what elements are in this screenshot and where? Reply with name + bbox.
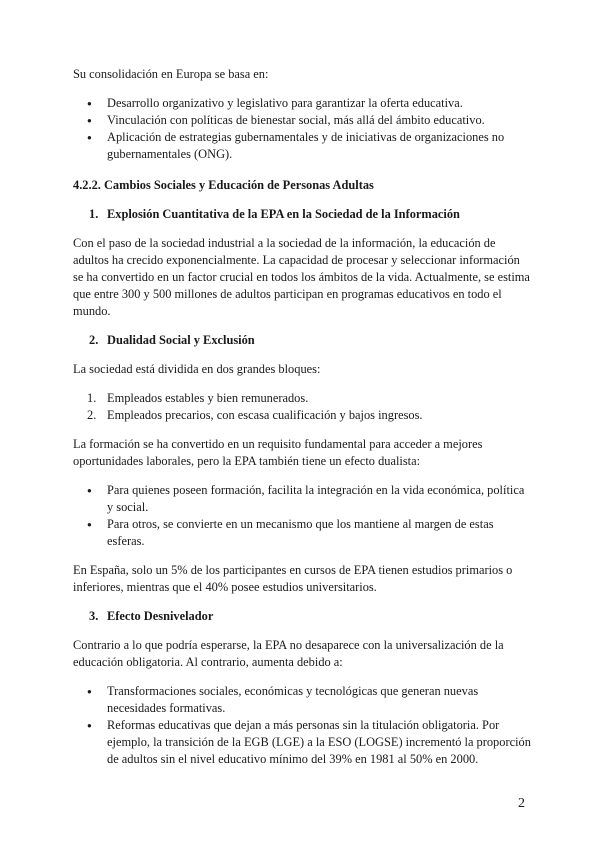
subsection-number: 2. (89, 333, 99, 347)
document-page (73, 66, 533, 780)
list-number: 1. (87, 391, 97, 405)
list-item: ● Aplicación de estrategias gubernamentales y de iniciativas de organizaciones no gubernamentales (ONG). (73, 129, 533, 163)
subsection-number: 1. (89, 207, 99, 221)
subsection-title: Explosión Cuantitativa de la EPA en la Sociedad de la Información (107, 207, 460, 221)
list-text: Empleados precarios, con escasa cualificación y bajos ingresos. (107, 408, 423, 422)
subsection-number: 3. (89, 609, 99, 623)
list-item: ● Para quienes poseen formación, facilita la integración en la vida económica, política y social. (73, 482, 533, 516)
causes-bullet-list (73, 683, 533, 768)
paragraph: Contrario a lo que podría esperarse, la EPA no desaparece con la universalización de la educación obligatoria. Al contrario, aumenta debido a: (73, 638, 504, 669)
list-item: ● Transformaciones sociales, económicas y tecnológicas que generan nuevas necesidades formativas. (73, 683, 533, 717)
paragraph: La formación se ha convertido en un requisito fundamental para acceder a mejores oportunidades laborales, pero la EPA también tiene un efecto dualista: (73, 437, 483, 468)
paragraph: En España, solo un 5% de los participantes en cursos de EPA tienen estudios primarios o inferiores, mientras que el 40% posee estudios universitarios. (73, 563, 513, 594)
list-item (73, 407, 533, 424)
subsection-heading-3 (73, 608, 533, 625)
list-item: ● Reformas educativas que dejan a más personas sin la titulación obligatoria. Por ejemplo, la transición de la EGB (LGE) a la ESO (LOGSE) incrementó la proporción de adultos sin el nivel educativo mínimo del 39% en 1981 al 50% en 2000. (73, 717, 533, 768)
list-item: ● Vinculación con políticas de bienestar social, más allá del ámbito educativo. (73, 112, 533, 129)
page-number: 2 (518, 796, 525, 811)
paragraph: La sociedad está dividida en dos grandes bloques: (73, 362, 321, 376)
subsection-heading-1 (73, 206, 533, 223)
blocks-numbered-list (73, 390, 533, 424)
dualism-bullet-list (73, 482, 533, 550)
intro-bullet-list (73, 95, 533, 163)
list-text: Empleados estables y bien remunerados. (107, 391, 309, 405)
list-item (73, 390, 533, 407)
subsection-title: Dualidad Social y Exclusión (107, 333, 255, 347)
subsection-title: Efecto Desnivelador (107, 609, 214, 623)
list-item: ● Para otros, se convierte en un mecanismo que los mantiene al margen de estas esferas. (73, 516, 533, 550)
subsection-heading-2 (73, 332, 533, 349)
list-item: ● Desarrollo organizativo y legislativo para garantizar la oferta educativa. (73, 95, 533, 112)
section-heading: 4.2.2. Cambios Sociales y Educación de Personas Adultas (73, 178, 374, 192)
list-number: 2. (87, 408, 97, 422)
paragraph: Con el paso de la sociedad industrial a la sociedad de la información, la educación de adultos ha crecido exponencialmente. La capacidad de procesar y seleccionar información se ha convertido en un factor crucial en todos los ámbitos de la vida. Actualmente, se estima que entre 300 y 500 millones de adultos participan en programas educativos en todo el mundo. (73, 236, 530, 318)
intro-text: Su consolidación en Europa se basa en: (73, 67, 269, 81)
